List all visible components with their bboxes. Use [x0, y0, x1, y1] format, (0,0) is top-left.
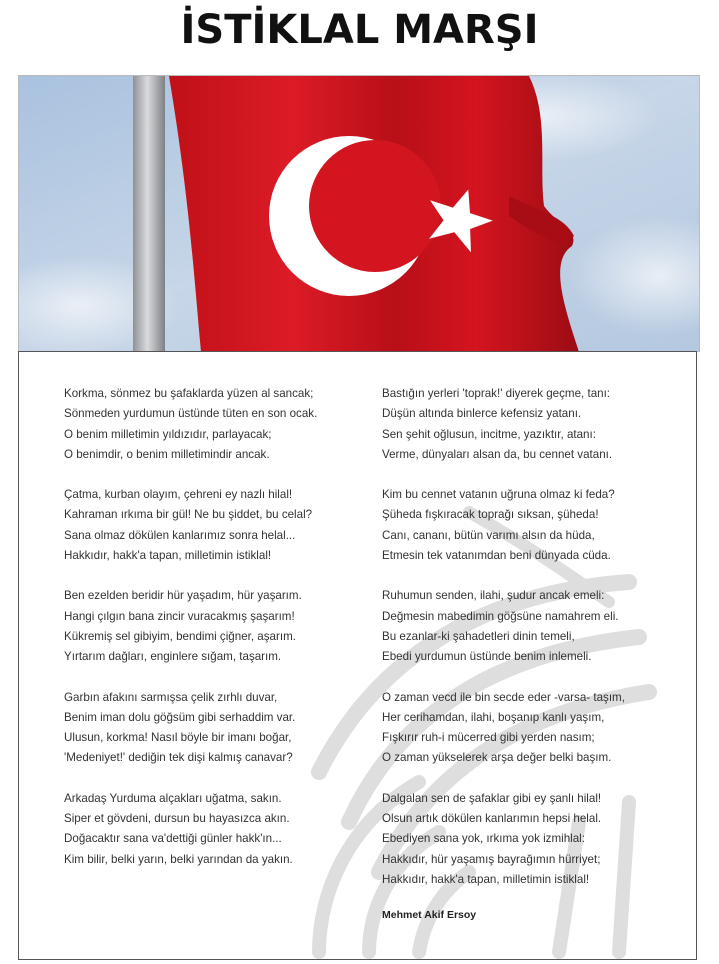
stanza	[382, 586, 682, 667]
flag-photo	[18, 75, 700, 352]
right-column	[382, 384, 682, 921]
verse-line: Sen şehit oğlusun, incitme, yazıktır, atanı:	[382, 427, 596, 441]
verse-line: Fışkırır ruh-i mücerred gibi yerden nasım;	[382, 731, 595, 745]
stanza	[64, 586, 364, 667]
verse-line: Ebediyen sana yok, ırkıma yok izmihlal:	[382, 832, 585, 846]
stanza	[382, 789, 682, 890]
stanza	[64, 688, 364, 769]
verse-line: Ebedi yurdumun üstünde benim inlemeli.	[382, 650, 592, 664]
verse-line: Doğacaktır sana va'dettiği günler hakk'ın...	[64, 832, 282, 846]
verse-line: Olsun artık dökülen kanlarımın hepsi helal.	[382, 812, 602, 826]
page-title: İSTİKLAL MARŞI	[180, 7, 539, 53]
verse-line: Yırtarım dağları, enginlere sığam, taşarım.	[64, 650, 282, 664]
stanza	[382, 688, 682, 769]
author-name: Mehmet Akif Ersoy	[382, 909, 477, 922]
verse-line: Hakkıdır, hür yaşamış bayrağımın hürriyet;	[382, 852, 601, 866]
verse-line: Her cerihamdan, ilahi, boşanıp kanlı yaşım,	[382, 710, 605, 724]
verse-line: Sönmeden yurdumun üstünde tüten en son ocak.	[64, 407, 318, 421]
verse-line: 'Medeniyet!' dediğin tek dişi kalmış canavar?	[64, 751, 293, 765]
stanza	[64, 789, 364, 870]
verse-line: Bu ezanlar-ki şahadetleri dinin temeli,	[382, 629, 575, 643]
verse-line: Çatma, kurban olayım, çehreni ey nazlı hilal!	[64, 488, 293, 502]
verse-line: Canı, cananı, bütün varımı alsın da hüda,	[382, 528, 595, 542]
stanza	[64, 485, 364, 566]
turkish-flag-image	[19, 76, 699, 352]
verse-line: O benimdir, o benim milletimindir ancak.	[64, 447, 270, 461]
verse-line: Benim iman dolu göğsüm gibi serhaddim var.	[64, 710, 296, 724]
verse-line: Kükremiş sel gibiyim, bendimi çiğner, aşarım.	[64, 629, 296, 643]
verse-line: Ulusun, korkma! Nasıl böyle bir imanı boğar,	[64, 731, 292, 745]
verse-line: Kahraman ırkıma bir gül! Ne bu şiddet, bu celal?	[64, 508, 313, 522]
verse-line: Siper et gövdeni, dursun bu hayasızca akın.	[64, 812, 290, 826]
stanza	[382, 485, 682, 566]
verse-line: Garbın afakını sarmışsa çelik zırhlı duvar,	[64, 690, 278, 704]
verse-line: Sana olmaz dökülen kanlarımız sonra helal...	[64, 528, 296, 542]
verse-line: Verme, dünyaları alsan da, bu cennet vatanı.	[382, 447, 613, 461]
verse-line: Etmesin tek vatanımdan beni dünyada cüda.	[382, 549, 611, 563]
left-column	[64, 384, 364, 890]
verse-line: Kim bilir, belki yarın, belki yarından da yakın.	[64, 852, 293, 866]
anthem-text-frame	[18, 351, 697, 960]
verse-line: Arkadaş Yurduma alçakları uğatma, sakın.	[64, 791, 282, 805]
verse-line: Değmesin mabedimin göğsüne namahrem eli.	[382, 609, 619, 623]
verse-line: Şüheda fışkıracak toprağı sıksan, şüheda!	[382, 508, 599, 522]
stanza	[64, 384, 364, 465]
verse-line: Ruhumun senden, ilahi, şudur ancak emeli:	[382, 589, 605, 603]
verse-line: Hangi çılgın bana zincir vuracakmış şaşarım!	[64, 609, 295, 623]
verse-line: O zaman yükselerek arşa değer belki başım.	[382, 751, 612, 765]
verse-line: Bastığın yerleri 'toprak!' diyerek geçme, tanı:	[382, 387, 611, 400]
verse-line: Korkma, sönmez bu şafaklarda yüzen al sancak;	[64, 387, 314, 400]
stanza	[382, 384, 682, 465]
verse-line: Ben ezelden beridir hür yaşadım, hür yaşarım.	[64, 589, 302, 603]
verse-line: Hakkıdır, hakk'a tapan, milletimin istiklal!	[64, 549, 272, 563]
verse-line: Kim bu cennet vatanın uğruna olmaz ki feda?	[382, 488, 615, 502]
verse-line: O zaman vecd ile bin secde eder -varsa- taşım,	[382, 690, 625, 704]
verse-line: O benim milletimin yıldızıdır, parlayacak;	[64, 427, 272, 441]
verse-line: Hakkıdır, hakk'a tapan, milletimin istiklal!	[382, 872, 590, 886]
verse-line: Dalgalan sen de şafaklar gibi ey şanlı hilal!	[382, 791, 602, 805]
verse-line: Düşün altında binlerce kefensiz yatanı.	[382, 407, 582, 421]
